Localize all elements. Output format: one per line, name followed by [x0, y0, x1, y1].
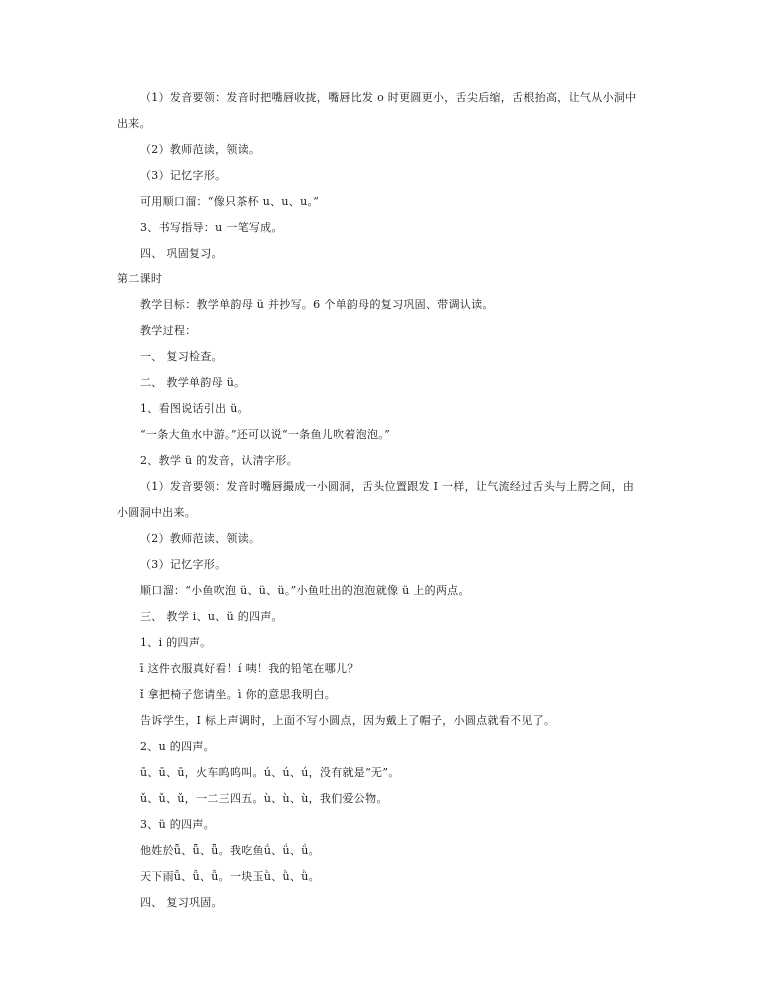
text-line: 二、 教学单韵母 ü。 — [140, 376, 246, 389]
text-line: ī 这件衣服真好看！í 咦！我的铅笔在哪儿？ — [140, 662, 359, 675]
text-line: （3）记忆字形。 — [140, 558, 227, 571]
text-line: ū、ū、ū，火车呜呜叫。ú、ú、ú，没有就是“无”。 — [140, 766, 400, 779]
text-line: 3、ü 的四声。 — [140, 818, 215, 831]
text-line: ǔ、ǔ、ǔ，一二三四五。ù、ù、ù，我们爱公物。 — [140, 792, 388, 805]
text-line: 可用顺口溜：“像只茶杯 u、u、u。” — [140, 195, 320, 208]
text-line: 四、 复习巩固。 — [140, 896, 223, 909]
text-line: 四、 巩固复习。 — [140, 247, 223, 260]
section-heading: 第二课时 — [117, 272, 163, 285]
text-line: （3）记忆字形。 — [140, 169, 227, 182]
text-line: 教学目标：教学单韵母 ü 并抄写。6 个单韵母的复习巩固、带调认读。 — [140, 298, 494, 311]
text-line: 2、教学 ü 的发音，认清字形。 — [140, 454, 298, 467]
text-line: ǐ 拿把椅子您请坐。ì 你的意思我明白。 — [140, 688, 337, 701]
text-line: 顺口溜：“小鱼吹泡 ü、ü、ü。”小鱼吐出的泡泡就像 ü 上的两点。 — [140, 584, 470, 597]
text-line: 1、i 的四声。 — [140, 636, 212, 649]
text-line: （2）教师范读，领读。 — [140, 143, 261, 156]
text-line: （2）教师范读、领读。 — [140, 532, 261, 545]
text-line: 1、看图说话引出 ü。 — [140, 402, 249, 415]
text-line: 教学过程： — [140, 324, 197, 337]
text-line: （1）发音要领：发音时嘴唇撮成一小圆洞，舌头位置跟发 I 一样，让气流经过舌头与上腭之间，由 — [140, 480, 635, 493]
text-line: 三、 教学 i、u、ü 的四声。 — [140, 610, 283, 623]
text-line: （1）发音要领：发音时把嘴唇收拢，嘴唇比发 o 时更圆更小，舌尖后缩，舌根抬高，让气从小洞中 — [140, 91, 637, 104]
text-line: 天下雨ǚ、ǚ、ǚ。一块玉ǜ、ǜ、ǜ。 — [140, 870, 320, 883]
text-line: 告诉学生，I 标上声调时，上面不写小圆点，因为戴上了帽子，小圆点就看不见了。 — [140, 714, 556, 727]
text-line: 小圆洞中出来。 — [117, 506, 197, 519]
text-line: 3、书写指导：u 一笔写成。 — [140, 221, 283, 234]
text-line: “一条大鱼水中游。”还可以说“一条鱼儿吹着泡泡。” — [140, 428, 390, 441]
text-line: 2、u 的四声。 — [140, 740, 215, 753]
text-line: 出来。 — [117, 117, 151, 130]
text-line: 一、 复习检查。 — [140, 350, 223, 363]
text-line: 他姓於ǖ、ǖ、ǖ。我吃鱼ǘ、ǘ、ǘ。 — [140, 844, 320, 857]
